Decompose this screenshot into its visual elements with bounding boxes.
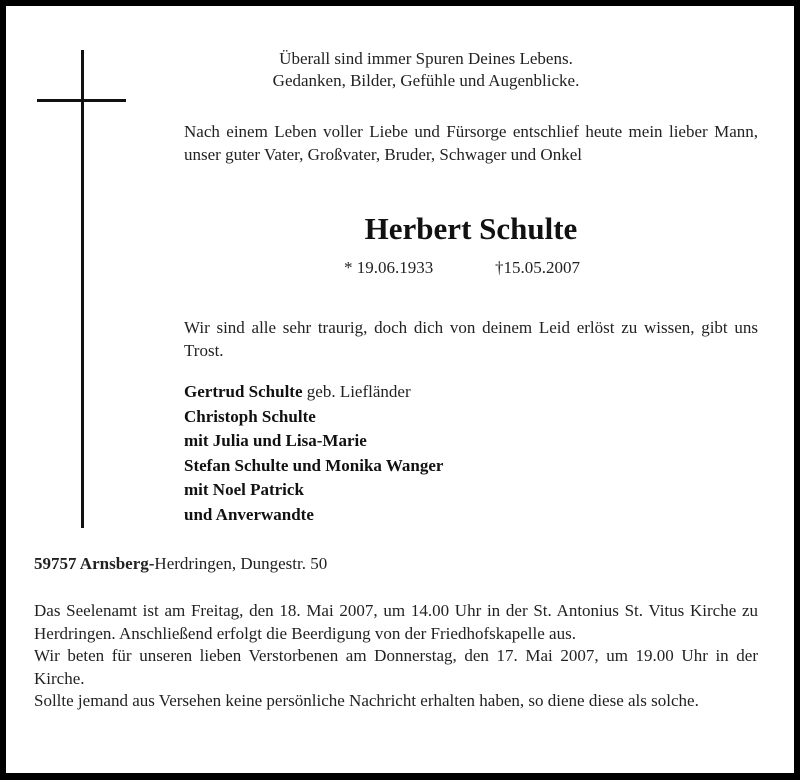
funeral-notice <box>34 600 758 713</box>
motto-line-1: Überall sind immer Spuren Deines Lebens. <box>279 49 573 68</box>
obituary-frame <box>6 6 794 773</box>
mourner-name: Gertrud Schulte <box>184 382 303 401</box>
deceased-name: Herbert Schulte <box>364 211 578 246</box>
mourner-line: und Anverwandte <box>184 504 314 524</box>
address-city: 59757 Arnsberg- <box>34 554 155 573</box>
mourner-line: mit Noel Patrick <box>184 480 304 499</box>
sorrow-text: Wir sind alle sehr traurig, doch dich von deinem Leid erlöst zu wissen, gibt uns Trost. <box>184 318 758 360</box>
mourner-line: mit Julia und Lisa-Marie <box>184 431 367 450</box>
notice-paragraph: Wir beten für unseren lieben Verstorbenen am Donnerstag, den 17. Mai 2007, um 19.00 Uhr in der Kirche. <box>34 646 758 688</box>
mourner-line: Christoph Schulte <box>184 406 316 426</box>
cross-vertical-bar <box>81 50 84 528</box>
cross-horizontal-bar <box>37 99 126 102</box>
motto-line-2: Gedanken, Bilder, Gefühle und Augenblicke. <box>272 71 580 90</box>
death-date: †15.05.2007 <box>495 258 580 277</box>
intro-text: Nach einem Leben voller Liebe und Fürsorge entschlief heute mein lieber Mann, unser guter Vater, Großvater, Bruder, Schwager und Onkel <box>184 122 758 164</box>
address <box>34 554 327 574</box>
address-street: Herdringen, Dungestr. 50 <box>154 554 328 573</box>
mourners-list <box>184 380 758 527</box>
notice-paragraph: Sollte jemand aus Versehen keine persönliche Nachricht erhalten haben, so diene diese als solche. <box>34 691 699 711</box>
motto <box>186 48 666 92</box>
mourner-line <box>184 380 758 405</box>
birth-date: * 19.06.1933 <box>344 258 434 277</box>
mourner-line: Stefan Schulte und Monika Wanger <box>184 455 444 475</box>
mourner-maiden-name: geb. Liefländer <box>302 382 411 401</box>
notice-paragraph: Das Seelenamt ist am Freitag, den 18. Mai 2007, um 14.00 Uhr in der St. Antonius St. Vitus Kirche zu Herdringen. Anschließend erfolgt die Beerdigung von der Friedhofskapelle aus. <box>34 601 758 643</box>
